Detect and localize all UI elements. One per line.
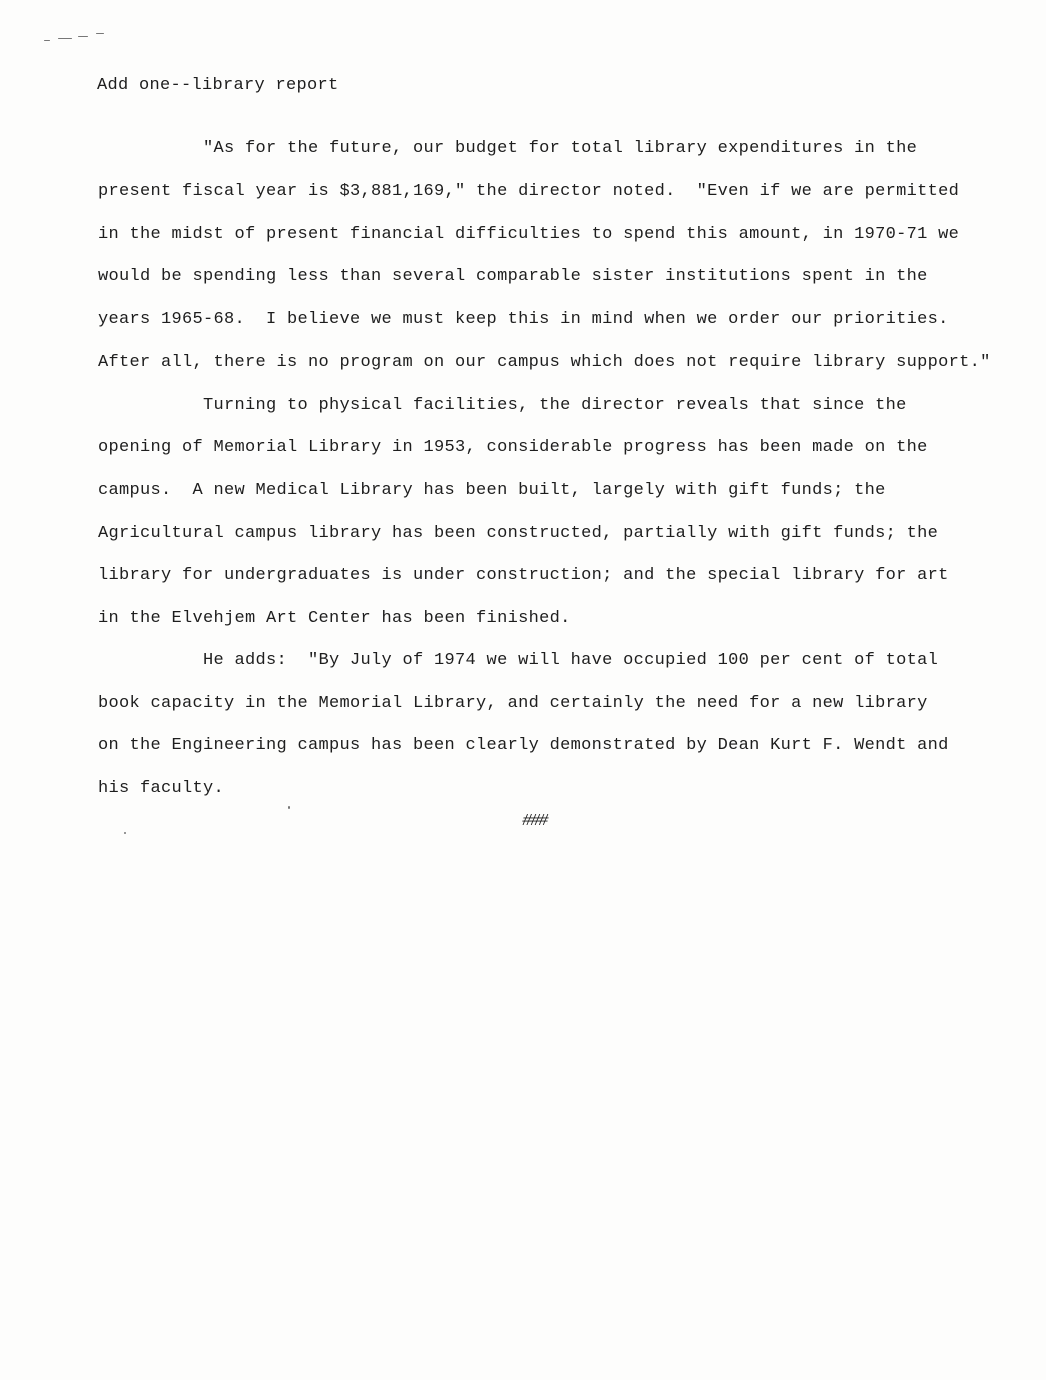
stray-mark-1 <box>44 40 50 41</box>
body-line-1: "As for the future, our budget for total library expenditures in the <box>98 139 918 158</box>
body-line-3: in the midst of present financial difficulties to spend this amount, in 1970-71 we <box>98 225 960 244</box>
body-line-8: opening of Memorial Library in 1953, considerable progress has been made on the <box>98 438 928 457</box>
stray-mark-2 <box>58 38 72 39</box>
body-line-6: After all, there is no program on our campus which does not require library support." <box>98 353 991 372</box>
body-line-14: book capacity in the Memorial Library, and certainly the need for a new library <box>98 694 928 713</box>
body-line-10: Agricultural campus library has been constructed, partially with gift funds; the <box>98 524 939 543</box>
body-line-11: library for undergraduates is under construction; and the special library for art <box>98 566 949 585</box>
end-mark: ### <box>522 812 547 831</box>
body-line-2: present fiscal year is $3,881,169," the director noted. "Even if we are permitted <box>98 182 960 201</box>
body-line-7: Turning to physical facilities, the director reveals that since the <box>98 396 907 415</box>
stray-mark-4 <box>96 33 104 34</box>
body-line-5: years 1965-68. I believe we must keep this in mind when we order our priorities. <box>98 310 949 329</box>
body-line-15: on the Engineering campus has been clearly demonstrated by Dean Kurt F. Wendt and <box>98 736 949 755</box>
body-line-12: in the Elvehjem Art Center has been finished. <box>98 609 571 628</box>
body-line-13: He adds: "By July of 1974 we will have occupied 100 per cent of total <box>98 651 939 670</box>
stray-dot-2 <box>124 832 126 834</box>
body-line-16: his faculty. <box>98 779 225 798</box>
stray-dot-1 <box>288 806 290 809</box>
document-header: Add one--library report <box>97 76 339 95</box>
body-line-9: campus. A new Medical Library has been built, largely with gift funds; the <box>98 481 886 500</box>
stray-mark-3 <box>78 36 88 37</box>
body-line-4: would be spending less than several comparable sister institutions spent in the <box>98 267 928 286</box>
